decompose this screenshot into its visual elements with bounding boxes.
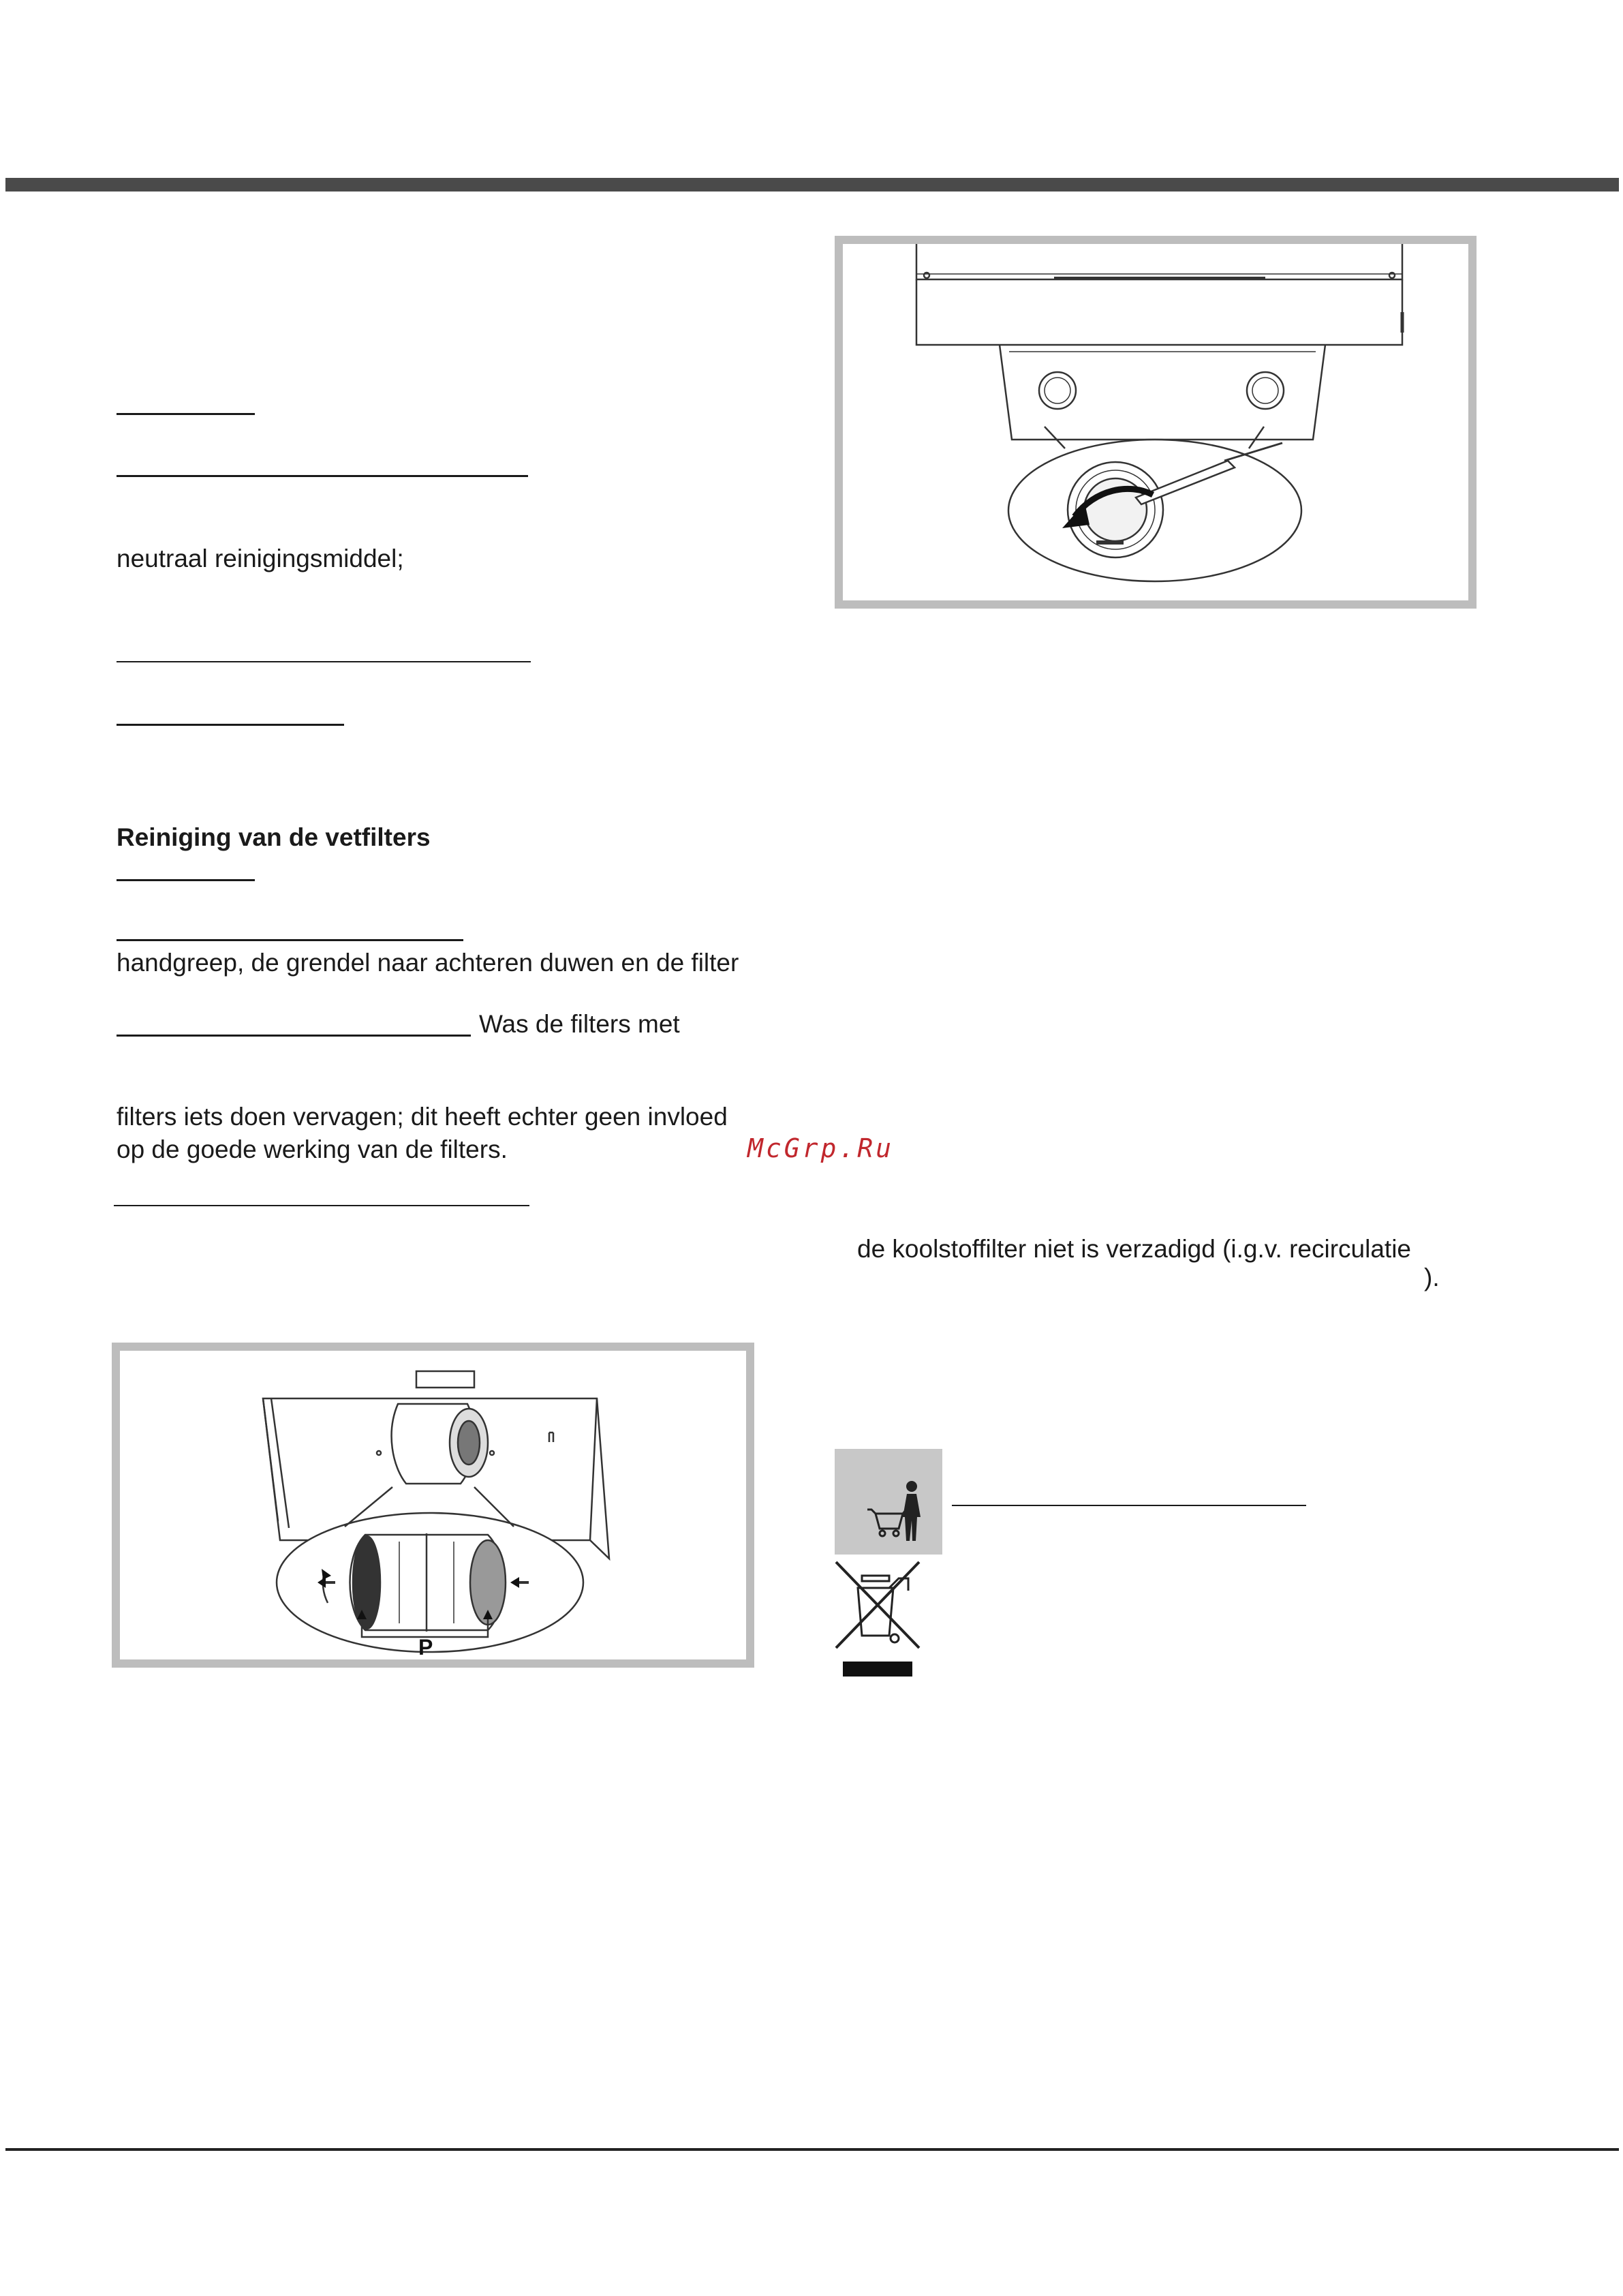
figure-fan-motor — [112, 1343, 754, 1668]
knob-removal-illustration — [843, 244, 1468, 600]
header-bar — [5, 178, 1619, 192]
heading-underline — [117, 939, 463, 941]
heading-underline — [952, 1505, 1306, 1506]
fan-label: P — [418, 1635, 433, 1659]
text-line: neutraal reinigingsmiddel; — [117, 545, 404, 572]
section-heading: Reiniging van de vetfilters — [117, 823, 431, 851]
text-line: handgreep, de grendel naar achteren duwen en de filter — [117, 949, 739, 977]
heading-underline — [117, 413, 255, 415]
text-line: de koolstoffilter niet is verzadigd (i.g.v. recirculatie — [857, 1235, 1411, 1263]
text-line: op de goede werking van de filters. — [117, 1135, 508, 1163]
heading-underline — [117, 724, 344, 726]
footer-rule — [5, 2148, 1619, 2151]
heading-underline — [117, 475, 528, 477]
text-line: Was de filters met — [479, 1010, 680, 1038]
text-line: ). — [1424, 1264, 1440, 1291]
weee-bin-icon — [835, 1561, 923, 1680]
heading-underline — [117, 661, 531, 662]
heading-underline — [114, 1205, 529, 1206]
heading-underline — [117, 1035, 471, 1037]
fan-motor-illustration — [120, 1351, 746, 1659]
watermark: McGrp.Ru — [747, 1133, 895, 1163]
shopping-cart-person-icon — [835, 1449, 942, 1555]
heading-underline — [117, 879, 255, 881]
figure-knob-removal — [835, 236, 1477, 609]
text-line: filters iets doen vervagen; dit heeft echter geen invloed — [117, 1103, 728, 1131]
